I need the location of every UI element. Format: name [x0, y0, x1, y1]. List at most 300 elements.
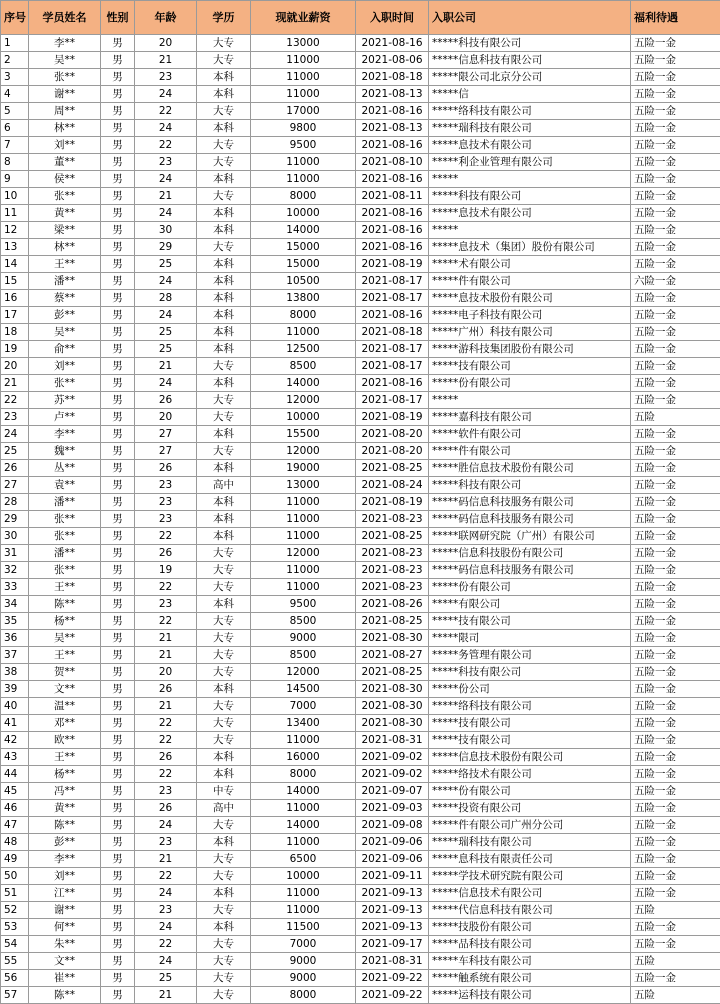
cell-age: 26 [135, 800, 197, 817]
cell-index: 25 [1, 443, 29, 460]
cell-index: 39 [1, 681, 29, 698]
cell-hire-date: 2021-08-19 [356, 409, 429, 426]
cell-company: *****广州）科技有限公司 [429, 324, 631, 341]
table-row [1, 171, 720, 188]
cell-education: 大专 [197, 613, 251, 630]
cell-company: *****嘉科技有限公司 [429, 409, 631, 426]
cell-student-name: 张** [29, 528, 101, 545]
cell-gender: 男 [101, 307, 135, 324]
cell-age: 27 [135, 426, 197, 443]
table-row [1, 834, 720, 851]
cell-gender: 男 [101, 715, 135, 732]
cell-student-name: 张** [29, 562, 101, 579]
cell-salary: 11000 [251, 732, 356, 749]
cell-student-name: 冯** [29, 783, 101, 800]
header-company: 入职公司 [429, 1, 631, 35]
cell-education: 本科 [197, 222, 251, 239]
cell-benefits: 五险 [631, 902, 720, 919]
cell-education: 大专 [197, 902, 251, 919]
cell-benefits: 五险一金 [631, 766, 720, 783]
cell-company: *****码信息科技服务有限公司 [429, 562, 631, 579]
cell-student-name: 杨** [29, 613, 101, 630]
cell-gender: 男 [101, 664, 135, 681]
cell-age: 24 [135, 205, 197, 222]
cell-salary: 11000 [251, 528, 356, 545]
cell-age: 20 [135, 409, 197, 426]
cell-index: 56 [1, 970, 29, 987]
header-hire-date: 入职时间 [356, 1, 429, 35]
cell-gender: 男 [101, 494, 135, 511]
cell-index: 14 [1, 256, 29, 273]
cell-company: *****胜信息技术股份有限公司 [429, 460, 631, 477]
cell-student-name: 苏** [29, 392, 101, 409]
cell-education: 大专 [197, 392, 251, 409]
cell-education: 本科 [197, 681, 251, 698]
cell-age: 24 [135, 919, 197, 936]
cell-education: 本科 [197, 460, 251, 477]
cell-student-name: 张** [29, 69, 101, 86]
cell-index: 57 [1, 987, 29, 1004]
cell-company: *****科技有限公司 [429, 477, 631, 494]
cell-salary: 10000 [251, 205, 356, 222]
cell-hire-date: 2021-08-31 [356, 732, 429, 749]
table-row [1, 885, 720, 902]
cell-benefits: 五险一金 [631, 86, 720, 103]
cell-index: 42 [1, 732, 29, 749]
cell-company: *****电子科技有限公司 [429, 307, 631, 324]
table-row [1, 732, 720, 749]
cell-salary: 8500 [251, 647, 356, 664]
cell-benefits: 五险一金 [631, 256, 720, 273]
table-row [1, 460, 720, 477]
cell-company: *****码信息科技服务有限公司 [429, 494, 631, 511]
cell-education: 本科 [197, 596, 251, 613]
cell-gender: 男 [101, 137, 135, 154]
cell-hire-date: 2021-09-06 [356, 851, 429, 868]
cell-company: *****技有限公司 [429, 715, 631, 732]
cell-company: *****利企业管理有限公司 [429, 154, 631, 171]
cell-index: 29 [1, 511, 29, 528]
table-row [1, 528, 720, 545]
table-row [1, 239, 720, 256]
cell-education: 大专 [197, 358, 251, 375]
cell-student-name: 周** [29, 103, 101, 120]
cell-age: 24 [135, 307, 197, 324]
cell-benefits: 五险一金 [631, 426, 720, 443]
cell-index: 8 [1, 154, 29, 171]
cell-salary: 8000 [251, 307, 356, 324]
cell-company: *****术有限公司 [429, 256, 631, 273]
cell-hire-date: 2021-08-23 [356, 545, 429, 562]
cell-age: 21 [135, 52, 197, 69]
table-row [1, 290, 720, 307]
cell-company: *****科技有限公司 [429, 664, 631, 681]
cell-company: *****瑞科技有限公司 [429, 120, 631, 137]
cell-gender: 男 [101, 69, 135, 86]
cell-index: 13 [1, 239, 29, 256]
cell-gender: 男 [101, 749, 135, 766]
cell-salary: 9000 [251, 970, 356, 987]
cell-hire-date: 2021-08-26 [356, 596, 429, 613]
cell-student-name: 朱** [29, 936, 101, 953]
cell-salary: 11000 [251, 511, 356, 528]
cell-company: *****件有限公司 [429, 273, 631, 290]
cell-benefits: 五险一金 [631, 290, 720, 307]
cell-hire-date: 2021-08-17 [356, 273, 429, 290]
cell-hire-date: 2021-08-25 [356, 664, 429, 681]
cell-gender: 男 [101, 256, 135, 273]
cell-hire-date: 2021-08-17 [356, 290, 429, 307]
cell-benefits: 五险一金 [631, 222, 720, 239]
table-row [1, 749, 720, 766]
table-row [1, 494, 720, 511]
cell-index: 24 [1, 426, 29, 443]
cell-student-name: 梁** [29, 222, 101, 239]
cell-student-name: 文** [29, 681, 101, 698]
cell-company: *****投资有限公司 [429, 800, 631, 817]
cell-salary: 7000 [251, 698, 356, 715]
cell-student-name: 何** [29, 919, 101, 936]
cell-student-name: 邓** [29, 715, 101, 732]
cell-salary: 13800 [251, 290, 356, 307]
cell-education: 本科 [197, 307, 251, 324]
cell-hire-date: 2021-08-30 [356, 681, 429, 698]
cell-company: *****份有限公司 [429, 579, 631, 596]
cell-benefits: 五险一金 [631, 647, 720, 664]
cell-education: 大专 [197, 953, 251, 970]
cell-hire-date: 2021-08-16 [356, 375, 429, 392]
cell-student-name: 刘** [29, 137, 101, 154]
cell-education: 高中 [197, 477, 251, 494]
table-row [1, 307, 720, 324]
cell-company: *****科技有限公司 [429, 35, 631, 52]
cell-student-name: 潘** [29, 494, 101, 511]
cell-gender: 男 [101, 426, 135, 443]
cell-gender: 男 [101, 919, 135, 936]
cell-benefits: 五险一金 [631, 443, 720, 460]
cell-company: *****信 [429, 86, 631, 103]
cell-hire-date: 2021-08-16 [356, 239, 429, 256]
table-row [1, 426, 720, 443]
cell-student-name: 彭** [29, 834, 101, 851]
table-row [1, 205, 720, 222]
cell-salary: 11000 [251, 834, 356, 851]
cell-education: 大专 [197, 443, 251, 460]
cell-education: 本科 [197, 885, 251, 902]
table-row [1, 120, 720, 137]
cell-benefits: 五险一金 [631, 188, 720, 205]
cell-benefits: 五险一金 [631, 613, 720, 630]
cell-gender: 男 [101, 834, 135, 851]
cell-hire-date: 2021-08-25 [356, 460, 429, 477]
cell-company: *****学技术研究院有限公司 [429, 868, 631, 885]
cell-index: 5 [1, 103, 29, 120]
cell-age: 23 [135, 783, 197, 800]
cell-company: *****技有限公司 [429, 358, 631, 375]
cell-age: 23 [135, 154, 197, 171]
cell-salary: 11000 [251, 86, 356, 103]
cell-hire-date: 2021-08-30 [356, 715, 429, 732]
cell-index: 7 [1, 137, 29, 154]
cell-education: 大专 [197, 987, 251, 1004]
cell-student-name: 文** [29, 953, 101, 970]
cell-student-name: 谢** [29, 86, 101, 103]
cell-company: *****运科技有限公司 [429, 987, 631, 1004]
table-row [1, 324, 720, 341]
cell-age: 22 [135, 103, 197, 120]
cell-company: *****触系统有限公司 [429, 970, 631, 987]
cell-company: ***** [429, 222, 631, 239]
cell-age: 24 [135, 86, 197, 103]
header-student-name: 学员姓名 [29, 1, 101, 35]
cell-education: 大专 [197, 52, 251, 69]
cell-student-name: 刘** [29, 868, 101, 885]
table-row [1, 256, 720, 273]
cell-company: *****息技术股份有限公司 [429, 290, 631, 307]
cell-hire-date: 2021-08-20 [356, 426, 429, 443]
cell-hire-date: 2021-08-06 [356, 52, 429, 69]
cell-student-name: 江** [29, 885, 101, 902]
table-row [1, 409, 720, 426]
cell-age: 22 [135, 715, 197, 732]
cell-education: 本科 [197, 341, 251, 358]
cell-age: 23 [135, 834, 197, 851]
header-salary: 现就业薪资 [251, 1, 356, 35]
cell-salary: 13400 [251, 715, 356, 732]
cell-student-name: 卢** [29, 409, 101, 426]
cell-education: 大专 [197, 188, 251, 205]
cell-company: *****有限公司 [429, 596, 631, 613]
cell-hire-date: 2021-09-13 [356, 885, 429, 902]
cell-education: 本科 [197, 919, 251, 936]
cell-index: 38 [1, 664, 29, 681]
cell-benefits: 五险一金 [631, 579, 720, 596]
cell-index: 31 [1, 545, 29, 562]
table-row [1, 902, 720, 919]
cell-student-name: 李** [29, 851, 101, 868]
cell-student-name: 张** [29, 375, 101, 392]
cell-hire-date: 2021-08-20 [356, 443, 429, 460]
cell-education: 本科 [197, 273, 251, 290]
cell-gender: 男 [101, 239, 135, 256]
cell-student-name: 潘** [29, 545, 101, 562]
cell-salary: 11000 [251, 800, 356, 817]
table-row [1, 766, 720, 783]
cell-gender: 男 [101, 35, 135, 52]
cell-index: 54 [1, 936, 29, 953]
cell-company: *****件有限公司 [429, 443, 631, 460]
cell-gender: 男 [101, 800, 135, 817]
cell-index: 52 [1, 902, 29, 919]
cell-gender: 男 [101, 613, 135, 630]
cell-education: 大专 [197, 409, 251, 426]
cell-education: 本科 [197, 256, 251, 273]
cell-education: 本科 [197, 834, 251, 851]
cell-gender: 男 [101, 732, 135, 749]
header-gender: 性别 [101, 1, 135, 35]
cell-student-name: 欧** [29, 732, 101, 749]
cell-benefits: 五险一金 [631, 885, 720, 902]
cell-gender: 男 [101, 52, 135, 69]
cell-age: 20 [135, 664, 197, 681]
cell-salary: 11000 [251, 562, 356, 579]
cell-benefits: 五险一金 [631, 868, 720, 885]
cell-hire-date: 2021-08-17 [356, 392, 429, 409]
table-row [1, 392, 720, 409]
cell-salary: 8500 [251, 358, 356, 375]
cell-education: 大专 [197, 239, 251, 256]
cell-student-name: 刘** [29, 358, 101, 375]
cell-index: 34 [1, 596, 29, 613]
cell-gender: 男 [101, 885, 135, 902]
table-row [1, 868, 720, 885]
cell-benefits: 五险一金 [631, 69, 720, 86]
cell-company: ***** [429, 392, 631, 409]
cell-gender: 男 [101, 817, 135, 834]
cell-index: 55 [1, 953, 29, 970]
cell-gender: 男 [101, 86, 135, 103]
cell-education: 本科 [197, 494, 251, 511]
cell-education: 本科 [197, 120, 251, 137]
cell-benefits: 五险一金 [631, 205, 720, 222]
cell-gender: 男 [101, 154, 135, 171]
cell-salary: 14000 [251, 222, 356, 239]
cell-age: 27 [135, 443, 197, 460]
cell-index: 15 [1, 273, 29, 290]
table-row [1, 35, 720, 52]
cell-age: 25 [135, 970, 197, 987]
cell-index: 9 [1, 171, 29, 188]
cell-hire-date: 2021-09-02 [356, 766, 429, 783]
cell-salary: 11500 [251, 919, 356, 936]
cell-age: 29 [135, 239, 197, 256]
cell-age: 22 [135, 579, 197, 596]
header-row [1, 1, 720, 35]
cell-salary: 8500 [251, 613, 356, 630]
cell-age: 21 [135, 630, 197, 647]
cell-education: 本科 [197, 86, 251, 103]
cell-education: 大专 [197, 154, 251, 171]
cell-education: 大专 [197, 732, 251, 749]
cell-education: 本科 [197, 205, 251, 222]
table-row [1, 698, 720, 715]
cell-company: *****信息科技有限公司 [429, 52, 631, 69]
cell-hire-date: 2021-08-11 [356, 188, 429, 205]
cell-index: 21 [1, 375, 29, 392]
cell-student-name: 董** [29, 154, 101, 171]
cell-student-name: 黄** [29, 205, 101, 222]
cell-index: 40 [1, 698, 29, 715]
table-row [1, 817, 720, 834]
cell-gender: 男 [101, 375, 135, 392]
table-row [1, 562, 720, 579]
cell-salary: 11000 [251, 69, 356, 86]
cell-gender: 男 [101, 290, 135, 307]
cell-education: 本科 [197, 375, 251, 392]
cell-benefits: 五险一金 [631, 154, 720, 171]
table-row [1, 664, 720, 681]
cell-index: 47 [1, 817, 29, 834]
cell-benefits: 五险一金 [631, 834, 720, 851]
cell-education: 大专 [197, 817, 251, 834]
cell-index: 27 [1, 477, 29, 494]
cell-education: 大专 [197, 630, 251, 647]
cell-student-name: 陈** [29, 987, 101, 1004]
cell-gender: 男 [101, 409, 135, 426]
cell-age: 21 [135, 987, 197, 1004]
cell-gender: 男 [101, 630, 135, 647]
cell-salary: 11000 [251, 885, 356, 902]
cell-gender: 男 [101, 681, 135, 698]
cell-gender: 男 [101, 341, 135, 358]
table-row [1, 52, 720, 69]
table-row [1, 69, 720, 86]
cell-company: *****信息科技股份有限公司 [429, 545, 631, 562]
cell-benefits: 五险一金 [631, 851, 720, 868]
cell-hire-date: 2021-08-23 [356, 579, 429, 596]
cell-education: 大专 [197, 851, 251, 868]
cell-gender: 男 [101, 460, 135, 477]
table-row [1, 86, 720, 103]
cell-education: 大专 [197, 579, 251, 596]
table-row [1, 851, 720, 868]
cell-gender: 男 [101, 477, 135, 494]
cell-index: 2 [1, 52, 29, 69]
cell-gender: 男 [101, 511, 135, 528]
table-row [1, 579, 720, 596]
cell-age: 22 [135, 528, 197, 545]
cell-hire-date: 2021-09-03 [356, 800, 429, 817]
cell-benefits: 五险一金 [631, 732, 720, 749]
cell-age: 21 [135, 698, 197, 715]
table-row [1, 681, 720, 698]
cell-salary: 10000 [251, 409, 356, 426]
cell-index: 36 [1, 630, 29, 647]
cell-hire-date: 2021-08-17 [356, 341, 429, 358]
table-row [1, 341, 720, 358]
cell-index: 46 [1, 800, 29, 817]
cell-index: 12 [1, 222, 29, 239]
cell-age: 22 [135, 868, 197, 885]
cell-age: 22 [135, 613, 197, 630]
cell-benefits: 五险一金 [631, 137, 720, 154]
cell-benefits: 五险一金 [631, 307, 720, 324]
cell-company: *****限公司北京分公司 [429, 69, 631, 86]
cell-student-name: 王** [29, 749, 101, 766]
cell-salary: 12500 [251, 341, 356, 358]
cell-salary: 12000 [251, 443, 356, 460]
header-age: 年龄 [135, 1, 197, 35]
cell-hire-date: 2021-08-27 [356, 647, 429, 664]
cell-student-name: 俞** [29, 341, 101, 358]
cell-hire-date: 2021-08-18 [356, 324, 429, 341]
cell-age: 24 [135, 817, 197, 834]
cell-company: *****限司 [429, 630, 631, 647]
cell-company: *****技股份有限公司 [429, 919, 631, 936]
cell-benefits: 五险一金 [631, 528, 720, 545]
cell-salary: 14000 [251, 817, 356, 834]
cell-salary: 6500 [251, 851, 356, 868]
cell-age: 26 [135, 681, 197, 698]
table-row [1, 477, 720, 494]
table-row [1, 511, 720, 528]
cell-age: 25 [135, 256, 197, 273]
cell-hire-date: 2021-09-06 [356, 834, 429, 851]
cell-index: 45 [1, 783, 29, 800]
cell-age: 23 [135, 511, 197, 528]
table-body [1, 35, 720, 1004]
cell-gender: 男 [101, 579, 135, 596]
